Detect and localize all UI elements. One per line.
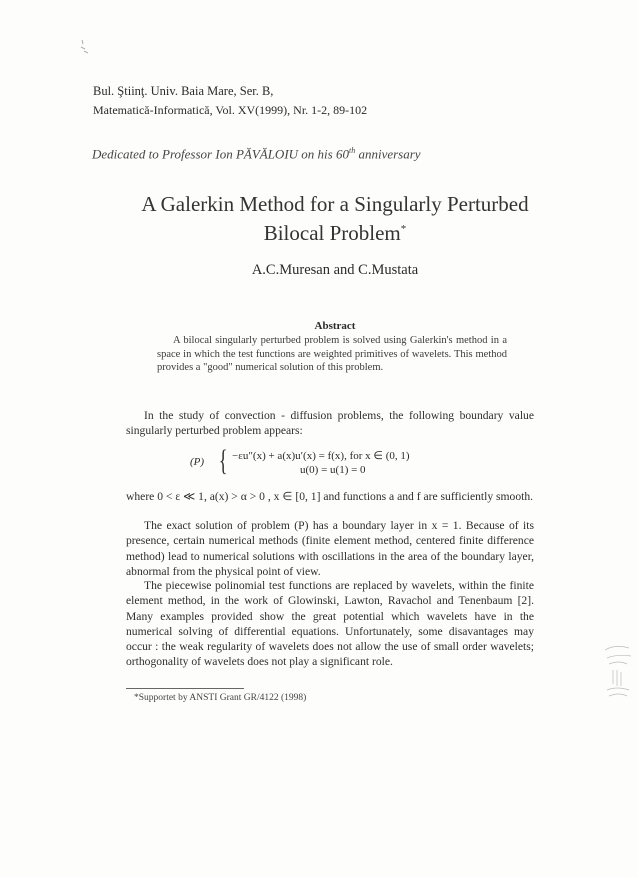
paragraph-wavelets: The piecewise polinomial test functions are replaced by wavelets, within the finite element method, in the work of Glowinski, Lawton, Ravachol and Tenenbaum [2]. Many examples provided show the great potential which wavelets have in the numerical solving of differential equations. Unfortunately, some disavantages may occur : the weak regularity of wavelets does not allow the use of small order wavelets; orthogonality of wavelets does not play a significant role. — [126, 579, 534, 669]
journal-line-1: Bul. Ştiinţ. Univ. Baia Mare, Ser. B, — [93, 84, 274, 98]
equation-line-2: u(0) = u(1) = 0 — [300, 464, 366, 476]
dedication-text: Dedicated to Professor Ion PĂVĂLOIU on his 60 — [92, 146, 349, 162]
abstract-heading: Abstract — [314, 320, 356, 332]
dedication-text-end: anniversary — [355, 146, 421, 162]
equation-brace: { — [218, 444, 228, 477]
title-line-1: A Galerkin Method for a Singularly Perturbed — [141, 192, 529, 216]
problem-equation — [190, 444, 490, 479]
authors: A.C.Muresan and C.Mustata — [251, 262, 419, 278]
journal-line-2: Matematică-Informatică, Vol. XV(1999), Nr. 1-2, 89-102 — [93, 103, 368, 117]
equation-line-1: −εu″(x) + a(x)u′(x) = f(x), for x ∈ (0, 1) — [232, 450, 410, 462]
dedication-sup: th — [348, 146, 356, 155]
footnote-rule — [126, 688, 244, 689]
paragraph-conditions: where 0 < ε ≪ 1, a(x) > α > 0 , x ∈ [0, 1] and functions a and f are sufficiently smooth. — [126, 490, 534, 503]
paragraph-boundary-layer: The exact solution of problem (P) has a boundary layer in x = 1. Because of its presence, certain numerical methods (finite element method, centered finite difference method) lead to numerical solutions with oscillations in the area of the boundary layer, abnormal from the physical point of view. — [126, 519, 534, 578]
equation-label: (P) — [190, 456, 205, 468]
abstract-text: A bilocal singularly perturbed problem is solved using Galerkin's method in a space in which the test functions are weighted primitives of wavelets. This method provides a "good" numerical solution of this problem. — [157, 335, 507, 373]
title-footnote-marker: * — [400, 223, 407, 235]
journal-citation — [93, 82, 367, 120]
scan-edge-marks — [603, 640, 633, 700]
dedication — [92, 146, 421, 162]
paper-title — [90, 192, 580, 246]
scan-speck-mark — [78, 38, 92, 56]
title-line-2: Bilocal Problem* — [263, 221, 407, 245]
footnote: *Supportet by ANSTI Grant GR/4122 (1998) — [134, 693, 307, 703]
paragraph-intro: In the study of convection - diffusion problems, the following boundary value singularly perturbed problem appears: — [126, 409, 534, 438]
